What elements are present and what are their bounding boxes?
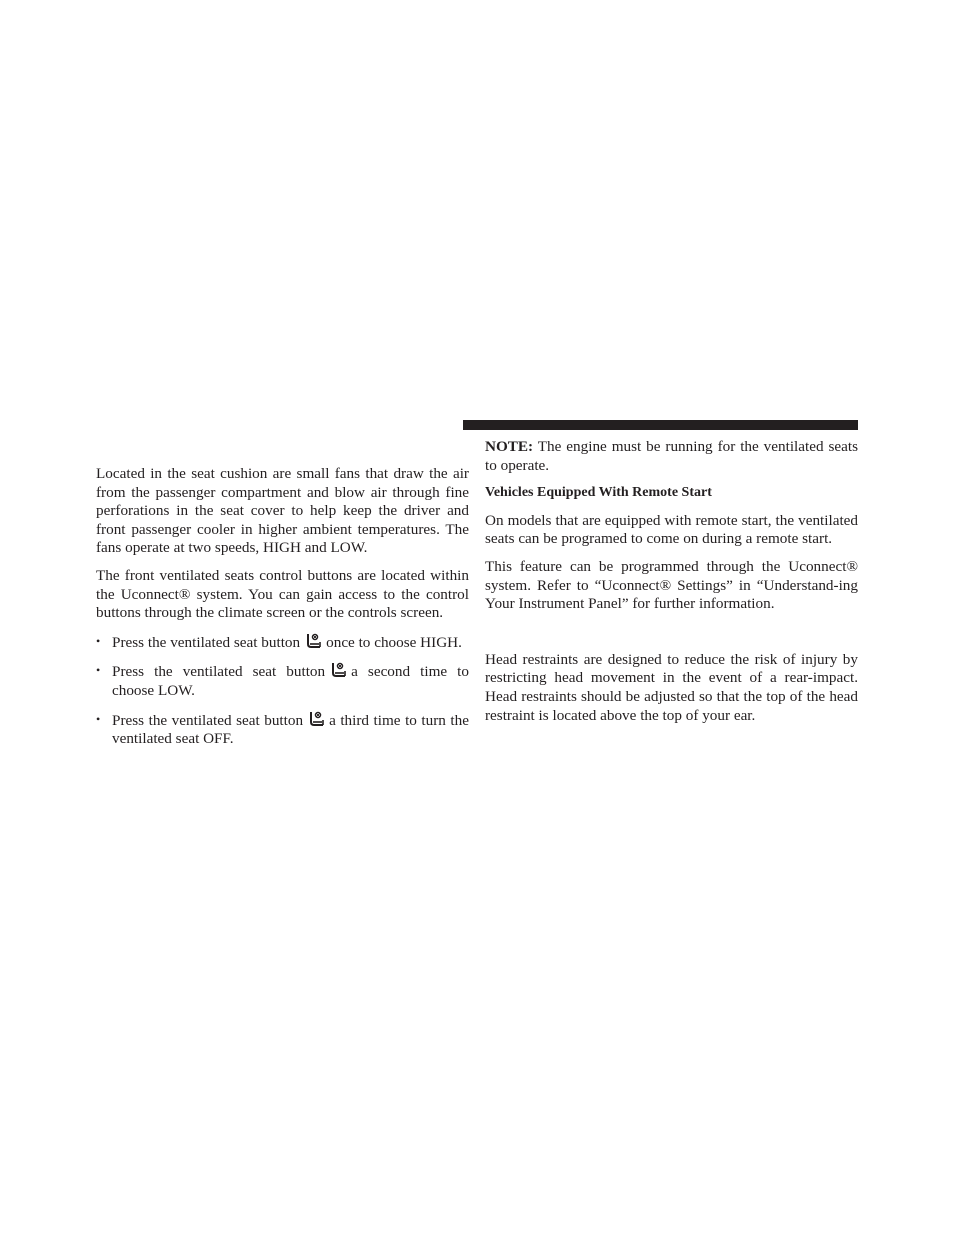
note-label: NOTE: xyxy=(485,438,534,455)
remote-start-subheading: Vehicles Equipped With Remote Start xyxy=(485,485,712,501)
right-column xyxy=(485,438,858,725)
step-text-after: a second time to choose LOW. xyxy=(112,663,469,699)
left-column xyxy=(96,465,469,758)
list-item xyxy=(96,710,469,749)
uconnect-programming-paragraph: This feature can be programmed through the Uconnect® system. Refer to “Uconnect® Settings” in “Understand-ing Your Instrument Panel” for further information. xyxy=(485,557,858,613)
step-text-before: Press the ventilated seat button xyxy=(112,663,326,681)
remote-start-description: On models that are equipped with remote start, the ventilated seats can be programed to come on during a remote start. xyxy=(485,511,858,548)
step-text-before: Press the ventilated seat button xyxy=(112,633,301,651)
ventilated-seat-steps xyxy=(96,632,469,749)
ventilated-seat-icon xyxy=(304,632,324,650)
head-restraints-paragraph: Head restraints are designed to reduce the risk of injury by restricting head movement in the event of a rear-impact. Head restraints should be adjusted so that the top of the head restraint is located above the top of your ear. xyxy=(485,650,858,724)
step-text-after: once to choose HIGH. xyxy=(326,633,462,651)
ventilated-seats-controls-location: The front ventilated seats control buttons are located within the Uconnect® system. You can gain access to the control buttons through the climate screen or the controls screen. xyxy=(96,566,469,622)
ventilated-seat-icon xyxy=(307,710,327,728)
ventilated-seats-description: Located in the seat cushion are small fans that draw the air from the passenger compartment and blow air through fine perforations in the seat cover to help keep the driver and front passenger cooler in higher ambient temperatures. The fans operate at two speeds, HIGH and LOW. xyxy=(96,465,469,557)
list-item xyxy=(96,661,469,700)
note-text: The engine must be running for the ventilated seats to operate. xyxy=(485,438,858,474)
engine-running-note xyxy=(485,438,858,475)
ventilated-seat-icon xyxy=(329,661,349,679)
step-text-after: a third time to turn the ventilated seat OFF. xyxy=(112,711,469,748)
section-header-rule xyxy=(463,420,858,430)
list-item xyxy=(96,632,469,653)
step-text-before: Press the ventilated seat button xyxy=(112,711,304,729)
